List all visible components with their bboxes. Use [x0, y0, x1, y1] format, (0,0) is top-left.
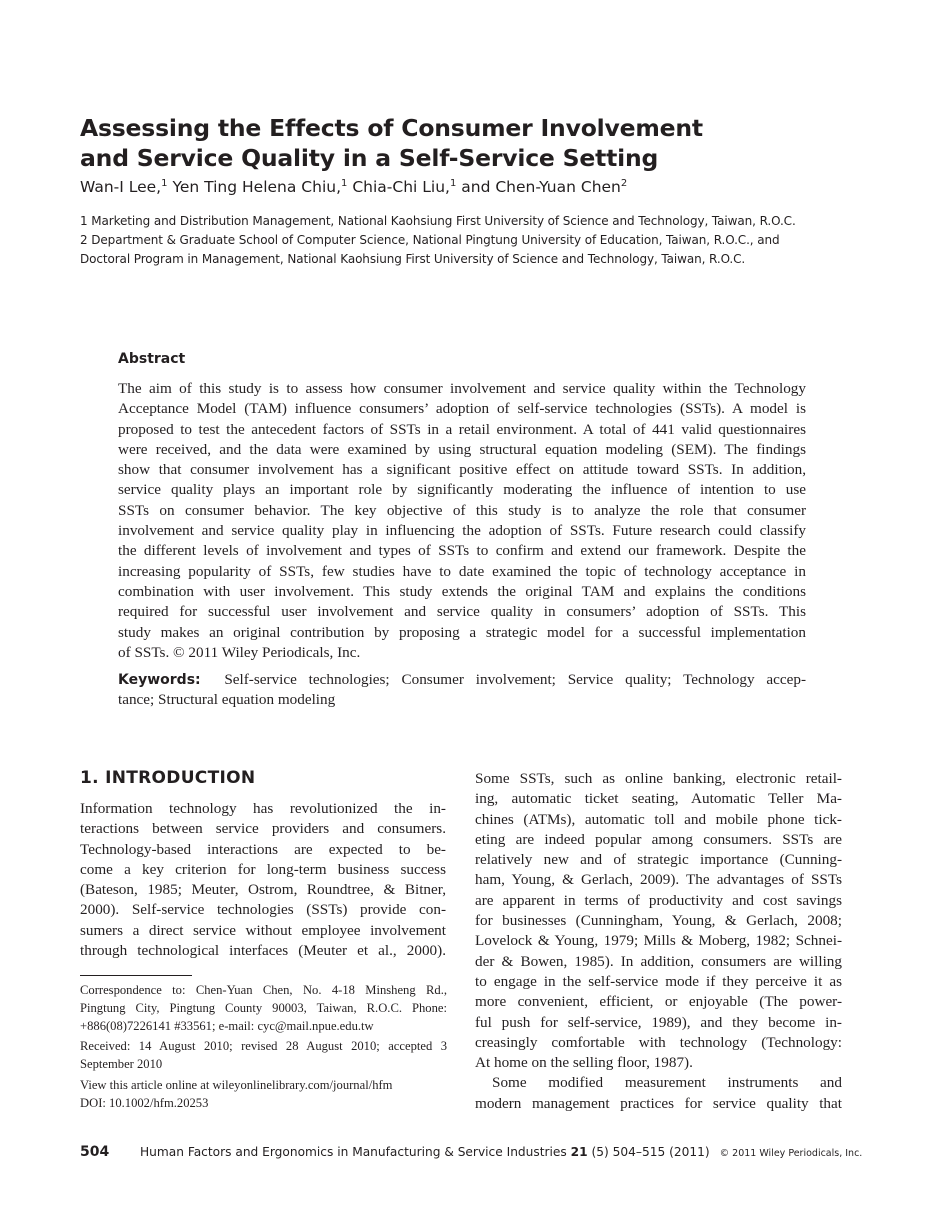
- body-line: relatively new and of strategic importance (Cunning-: [475, 851, 842, 869]
- abstract-line: increasing popularity of SSTs, few studies have to date examined the topic of technology acceptance in: [118, 562, 806, 580]
- introduction-right-column: [475, 769, 842, 1114]
- abstract-line: proposed to test the antecedent factors of SSTs in a retail environment. A total of 441 valid questionnaires: [118, 420, 806, 438]
- body-line: ful push for self-service, 1989), and they become in-: [475, 1013, 842, 1031]
- doi-line: DOI: 10.1002/hfm.20253: [80, 1095, 209, 1110]
- section-heading-introduction: 1. INTRODUCTION: [80, 768, 256, 788]
- abstract-line: SSTs on consumer behavior. The key objective of this study is to analyze the role that consumer: [118, 501, 806, 519]
- correspondence-line: +886(08)7226141 #33561; e-mail: cyc@mail.npue.edu.tw: [80, 1018, 374, 1033]
- affiliation-marker: 1: [449, 178, 457, 189]
- body-line: modern management practices for service quality that: [475, 1094, 842, 1112]
- body-line: At home on the selling floor, 1987).: [475, 1054, 693, 1072]
- abstract-line: the different levels of involvement and types of SSTs to confirm and extend our framework. Despite the: [118, 542, 806, 560]
- body-line: der & Bowen, 1985). In addition, consumers are willing: [475, 952, 842, 970]
- article-title: [80, 113, 860, 173]
- body-line: eting are indeed popular among consumers. SSTs are: [475, 830, 842, 848]
- affiliation-line: 1 Marketing and Distribution Management, National Kaohsiung First University of Science and Technology, Taiwan, R.O.C.: [80, 214, 796, 228]
- correspondence-line: Pingtung City, Pingtung County 90003, Taiwan, R.O.C. Phone:: [80, 1000, 447, 1015]
- body-line: ham, Young, & Gerlach, 2009). The advantages of SSTs: [475, 871, 842, 889]
- body-line: Some modified measurement instruments and: [492, 1074, 842, 1092]
- keywords-line: tance; Structural equation modeling: [118, 691, 336, 709]
- body-line: chines (ATMs), automatic toll and mobile phone tick-: [475, 810, 842, 828]
- body-line: Technology-based interactions are expected to be-: [80, 840, 446, 858]
- affiliation-marker: 1: [161, 178, 168, 189]
- affiliation-line: 2 Department & Graduate School of Computer Science, National Pingtung University of Education, Taiwan, R.O.C., and: [80, 233, 780, 247]
- footnotes: [80, 982, 447, 1113]
- affiliation-line: Doctoral Program in Management, National Kaohsiung First University of Science and Technology, Taiwan, R.O.C.: [80, 252, 746, 266]
- body-line: come a key criterion for long-term business success: [80, 860, 446, 878]
- author-name: and Chen-Yuan Chen: [461, 178, 621, 196]
- abstract-line: show that consumer involvement has a significant positive effect on attitude toward SSTs. In addition,: [118, 461, 806, 479]
- journal-name: Human Factors and Ergonomics in Manufacturing & Service Industries: [140, 1145, 571, 1159]
- abstract-line: involvement and service quality play in influencing the adoption of SSTs. Future research could classify: [118, 522, 806, 540]
- body-line: for businesses (Cunningham, Young, & Gerlach, 2008;: [475, 912, 842, 930]
- author-name: Wan-I Lee,: [80, 178, 162, 196]
- abstract-line: combination with user involvement. This study extends the original TAM and explains the conditions: [118, 582, 806, 600]
- affiliation-marker: 1: [341, 178, 348, 189]
- keywords-text: Self-service technologies; Consumer involvement; Service quality; Technology accep-: [224, 671, 807, 688]
- online-link-line: View this article online at wileyonlinelibrary.com/journal/hfm: [80, 1077, 393, 1092]
- page-footer: [80, 1141, 863, 1160]
- body-line: to engage in the self-service mode if they perceive it as: [475, 972, 842, 990]
- introduction-left-column: [80, 799, 446, 961]
- author-list: [80, 178, 627, 196]
- abstract-text: [118, 379, 806, 663]
- title-line: and Service Quality in a Self-Service Setting: [80, 144, 659, 172]
- body-line: more convenient, efficient, or enjoyable (The power-: [475, 993, 842, 1011]
- abstract-line: of SSTs. © 2011 Wiley Periodicals, Inc.: [118, 643, 361, 661]
- received-line: Received: 14 August 2010; revised 28 August 2010; accepted 3: [80, 1039, 447, 1054]
- footnote-divider: [80, 975, 192, 976]
- author-name: Yen Ting Helena Chiu,: [172, 178, 342, 196]
- journal-volume: 21: [570, 1145, 588, 1159]
- title-line: Assessing the Effects of Consumer Involvement: [80, 114, 703, 142]
- body-line: teractions between service providers and consumers.: [80, 820, 446, 838]
- body-line: (Bateson, 1985; Meuter, Ostrom, Roundtree, & Bitner,: [80, 881, 446, 899]
- author-name: Chia-Chi Liu,: [352, 178, 450, 196]
- keywords: [118, 670, 806, 711]
- correspondence-line: Correspondence to: Chen-Yuan Chen, No. 4-18 Minsheng Rd.,: [80, 983, 447, 997]
- body-line: are apparent in terms of productivity and cost savings: [475, 891, 842, 909]
- journal-issue-pages: (5) 504–515 (2011): [587, 1145, 710, 1159]
- body-line: 2000). Self-service technologies (SSTs) provide con-: [80, 901, 446, 919]
- body-line: ing, automatic ticket seating, Automatic Teller Ma-: [475, 790, 842, 808]
- abstract-line: Acceptance Model (TAM) influence consumers’ adoption of self-service technologies (SSTs). A model is: [118, 400, 806, 418]
- body-line: Lovelock & Young, 1979; Mills & Moberg, 1982; Schnei-: [475, 932, 842, 950]
- body-line: through technological interfaces (Meuter et al., 2000).: [80, 942, 446, 960]
- abstract-line: study makes an original contribution by proposing a strategic model for a successful implementation: [118, 623, 806, 641]
- body-line: sumers a direct service without employee involvement: [80, 921, 446, 939]
- footer-copyright: © 2011 Wiley Periodicals, Inc.: [719, 1148, 863, 1159]
- body-line: Information technology has revolutionized the in-: [80, 800, 446, 817]
- body-line: Some SSTs, such as online banking, electronic retail-: [475, 770, 842, 787]
- received-line: September 2010: [80, 1057, 163, 1072]
- abstract-line: The aim of this study is to assess how consumer involvement and service quality within the Technology: [118, 380, 806, 397]
- keywords-line: [118, 670, 806, 690]
- abstract-line: required for successful user involvement and service quality in consumers’ adoption of SSTs. This: [118, 603, 806, 621]
- abstract-line: were received, and the data were examined by using structural equation modeling (SEM). The findings: [118, 440, 806, 458]
- body-line: creasingly comfortable with technology (Technology:: [475, 1033, 842, 1051]
- abstract-line: service quality plays an important role by significantly moderating the influence of intention to use: [118, 481, 806, 499]
- keywords-label: Keywords:: [118, 672, 201, 688]
- page-number: 504: [80, 1144, 110, 1160]
- affiliation-marker: 2: [620, 178, 628, 189]
- affiliations: [80, 212, 850, 269]
- journal-citation: [140, 1145, 710, 1159]
- abstract-heading: Abstract: [118, 351, 186, 367]
